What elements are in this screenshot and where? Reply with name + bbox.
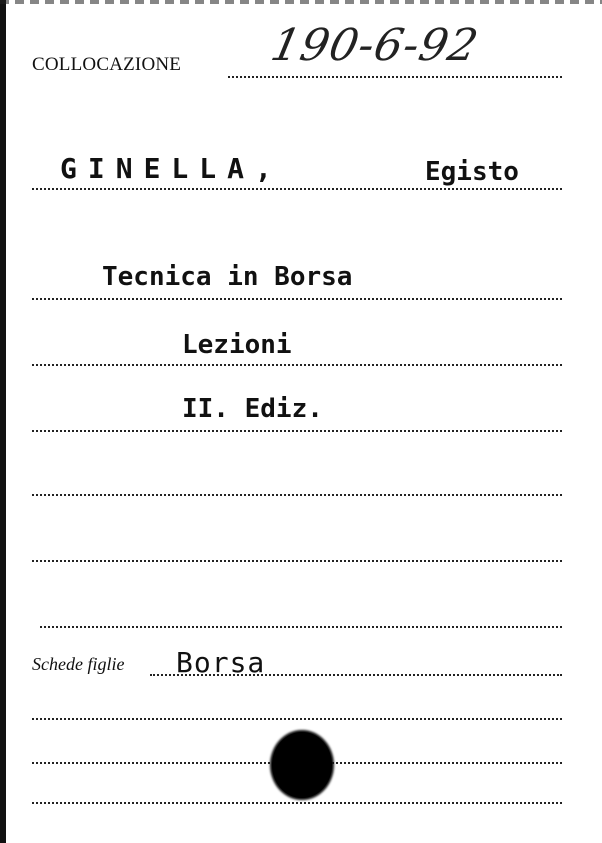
author-dotted-line: [32, 188, 562, 190]
title-dotted-line-2: [32, 364, 562, 366]
blank-dotted-line-2: [32, 560, 562, 562]
collocazione-value: 190-6-92: [266, 20, 484, 71]
title-line-3: II. Ediz.: [182, 394, 323, 424]
title-line-2: Lezioni: [182, 330, 292, 360]
author-surname: GINELLA,: [60, 152, 283, 185]
title-line-1: Tecnica in Borsa: [102, 262, 353, 292]
author-name: Egisto: [425, 157, 519, 187]
blank-dotted-line-1: [32, 494, 562, 496]
card-top-edge: [0, 0, 602, 4]
title-dotted-line-1: [32, 298, 562, 300]
blank-dotted-line-6: [32, 802, 562, 804]
card-left-edge: [0, 0, 6, 843]
blank-dotted-line-3: [40, 626, 562, 628]
blank-dotted-line-4: [32, 718, 562, 720]
collocazione-label: COLLOCAZIONE: [32, 54, 182, 75]
schede-dotted-line: [150, 674, 562, 676]
schede-figlie-value: Borsa: [176, 646, 266, 679]
schede-figlie-label: Schede figlie: [32, 654, 125, 674]
title-dotted-line-3: [32, 430, 562, 432]
ink-blot-hole: [272, 732, 332, 798]
collocazione-dotted-line: [228, 76, 562, 78]
